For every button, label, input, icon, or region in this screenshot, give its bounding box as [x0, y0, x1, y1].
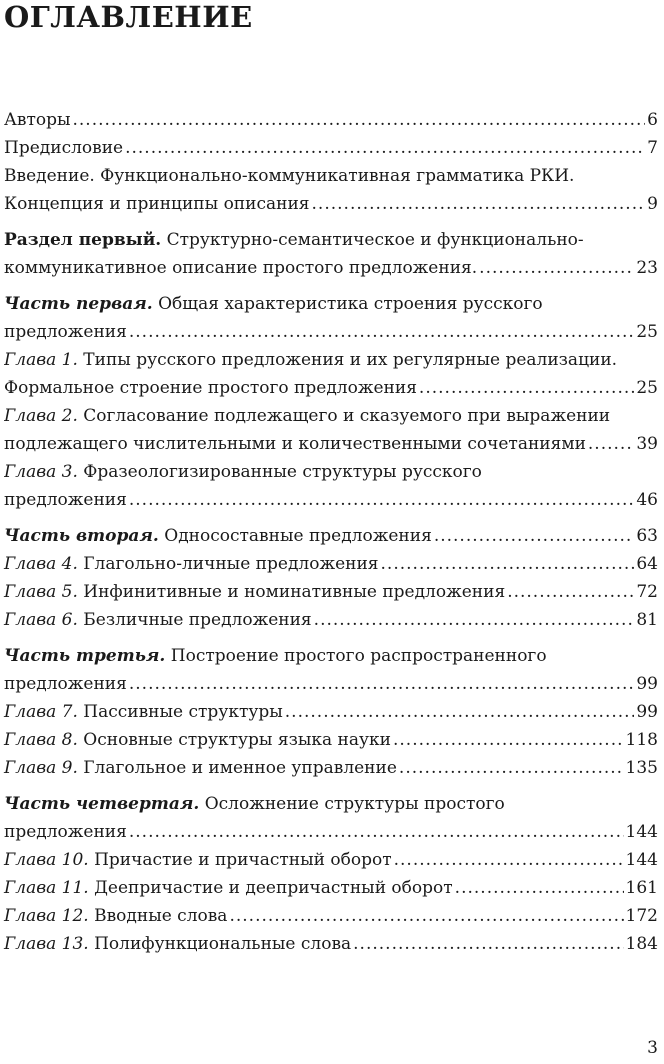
toc-entry-label: Глава 7. [4, 702, 78, 722]
toc-entry-label: Часть вторая. [4, 526, 159, 546]
toc-entry-leader-line [4, 578, 658, 606]
toc-entry-text-wrap [4, 486, 127, 514]
toc-entry-text-wrap [4, 522, 432, 550]
toc-page-number: 172 [625, 906, 658, 926]
toc-entry-first-line [4, 642, 658, 670]
toc-entry-title: Инфинитивные и номинативные предложения [77, 582, 506, 602]
toc-entry-text-wrap [4, 846, 392, 874]
toc-entry-title: Предисловие [4, 138, 124, 158]
toc-page-number: 184 [625, 934, 658, 954]
toc-entry-leader-line [4, 698, 658, 726]
toc-entry[interactable] [4, 790, 658, 846]
toc-entry-first-line [4, 402, 658, 430]
toc-entry[interactable] [4, 726, 658, 754]
toc-entry-title: предложения [4, 322, 127, 342]
toc-page-number: 72 [636, 582, 658, 602]
toc-entry-leader-line [4, 818, 658, 846]
table-of-contents [4, 106, 658, 958]
toc-entry-title: Формальное строение простого предложения [4, 378, 417, 398]
toc-entry-label: Часть третья. [4, 646, 166, 666]
toc-entry-title: Основные структуры языка науки [77, 730, 391, 750]
toc-entry-leader-line [4, 430, 658, 458]
toc-entry-leader-line [4, 134, 658, 162]
toc-entry-title-start: Осложнение структуры простого [199, 794, 505, 814]
dot-leader [588, 430, 634, 458]
dot-leader [73, 106, 646, 134]
dot-leader [507, 578, 634, 606]
toc-entry-title-start: Построение простого распространенного [165, 646, 547, 666]
toc-entry-label: Часть первая. [4, 294, 153, 314]
toc-entry-label: Глава 6. [4, 610, 78, 630]
page-number: 3 [647, 1038, 658, 1058]
dot-leader [312, 190, 646, 218]
toc-entry-label: Глава 8. [4, 730, 78, 750]
toc-entry[interactable] [4, 226, 658, 282]
toc-entry-text-wrap [4, 578, 505, 606]
toc-entry-title: предложения [4, 822, 127, 842]
toc-entry-leader-line [4, 318, 658, 346]
toc-entry-leader-line [4, 846, 658, 874]
toc-page-number: 6 [647, 110, 658, 130]
toc-entry-title: предложения [4, 490, 127, 510]
toc-entry[interactable] [4, 290, 658, 346]
toc-entry-text-wrap [4, 670, 127, 698]
toc-entry[interactable] [4, 346, 658, 402]
toc-page-number: 25 [636, 378, 658, 398]
toc-entry-title-start: Введение. Функционально-коммуникативная грамматика РКИ. [4, 166, 575, 186]
toc-entry-label: Глава 5. [4, 582, 78, 602]
toc-entry-text-wrap [4, 874, 453, 902]
toc-page-number: 144 [625, 822, 658, 842]
toc-entry-first-line [4, 458, 658, 486]
toc-entry-text-wrap [4, 698, 283, 726]
toc-entry-title: Полифункциональные слова [88, 934, 352, 954]
dot-leader [129, 318, 634, 346]
toc-entry-label: Часть четвертая. [4, 794, 200, 814]
toc-entry-title: Деепричастие и деепричастный оборот [88, 878, 453, 898]
toc-entry-title: предложения [4, 674, 127, 694]
dot-leader [399, 754, 624, 782]
toc-page-number: 23 [636, 258, 658, 278]
toc-page-number: 64 [636, 554, 658, 574]
dot-leader [285, 698, 635, 726]
toc-entry[interactable] [4, 578, 658, 606]
toc-entry[interactable] [4, 162, 658, 218]
dot-leader [479, 254, 634, 282]
toc-entry-leader-line [4, 374, 658, 402]
toc-entry-first-line [4, 226, 658, 254]
toc-entry-text-wrap [4, 754, 397, 782]
toc-entry-text-wrap [4, 726, 391, 754]
toc-entry-title: коммуникативное описание простого предложения. [4, 258, 478, 278]
toc-page-number: 63 [636, 526, 658, 546]
dot-leader [455, 874, 624, 902]
toc-entry-title: Концепция и принципы описания [4, 194, 310, 214]
toc-entry-leader-line [4, 190, 658, 218]
toc-entry-title-start: Фразеологизированные структуры русского [77, 462, 482, 482]
toc-page-number: 118 [625, 730, 658, 750]
toc-entry-leader-line [4, 606, 658, 634]
toc-entry-label: Раздел первый. [4, 230, 162, 250]
toc-entry-text-wrap [4, 254, 477, 282]
toc-page-number: 9 [647, 194, 658, 214]
dot-leader [393, 726, 624, 754]
dot-leader [353, 930, 623, 958]
toc-entry-title-start: Общая характеристика строения русского [152, 294, 543, 314]
toc-entry-leader-line [4, 930, 658, 958]
toc-entry-title: Глагольное и именное управление [77, 758, 397, 778]
toc-entry-text-wrap [4, 930, 351, 958]
toc-entry-leader-line [4, 106, 658, 134]
toc-entry[interactable] [4, 134, 658, 162]
toc-entry-leader-line [4, 874, 658, 902]
page-title: ОГЛАВЛЕНИЕ [4, 0, 253, 34]
toc-entry-text-wrap [4, 902, 227, 930]
toc-entry-text-wrap [4, 106, 71, 134]
toc-entry-text-wrap [4, 606, 312, 634]
toc-entry-title-start: Структурно-семантическое и функционально- [161, 230, 584, 250]
toc-page-number: 39 [636, 434, 658, 454]
toc-page-number: 25 [636, 322, 658, 342]
dot-leader [419, 374, 634, 402]
toc-entry-leader-line [4, 754, 658, 782]
toc-page-number: 46 [636, 490, 658, 510]
toc-entry[interactable] [4, 106, 658, 134]
toc-entry-leader-line [4, 550, 658, 578]
toc-entry-first-line [4, 790, 658, 818]
toc-page-number: 144 [625, 850, 658, 870]
toc-entry-text-wrap [4, 134, 123, 162]
toc-entry-first-line [4, 346, 658, 374]
toc-entry-leader-line [4, 902, 658, 930]
toc-entry-leader-line [4, 486, 658, 514]
toc-entry[interactable] [4, 642, 658, 698]
toc-entry-label: Глава 9. [4, 758, 78, 778]
toc-page-number: 135 [625, 758, 658, 778]
dot-leader [314, 606, 635, 634]
toc-page-number: 99 [636, 702, 658, 722]
toc-entry-title: Односоставные предложения [158, 526, 432, 546]
toc-entry-leader-line [4, 670, 658, 698]
toc-entry-label: Глава 3. [4, 462, 78, 482]
dot-leader [434, 522, 635, 550]
toc-entry[interactable] [4, 698, 658, 726]
toc-entry-leader-line [4, 254, 658, 282]
toc-entry-label: Глава 13. [4, 934, 89, 954]
dot-leader [394, 846, 624, 874]
toc-page-number: 7 [647, 138, 658, 158]
dot-leader [125, 134, 645, 162]
dot-leader [381, 550, 635, 578]
toc-entry[interactable] [4, 402, 658, 458]
dot-leader [129, 670, 634, 698]
toc-entry-text-wrap [4, 550, 379, 578]
toc-entry[interactable] [4, 754, 658, 782]
toc-entry-title: Авторы [4, 110, 71, 130]
toc-entry-text-wrap [4, 818, 127, 846]
toc-entry-title: Глагольно-личные предложения [77, 554, 379, 574]
toc-entry-leader-line [4, 522, 658, 550]
toc-entry-title: Вводные слова [88, 906, 228, 926]
toc-entry[interactable] [4, 874, 658, 902]
toc-entry-title-start: Согласование подлежащего и сказуемого при выражении [77, 406, 611, 426]
toc-page-number: 99 [636, 674, 658, 694]
toc-entry-text-wrap [4, 318, 127, 346]
toc-entry-label: Глава 10. [4, 850, 89, 870]
toc-entry-label: Глава 4. [4, 554, 78, 574]
toc-entry-title: Безличные предложения [77, 610, 312, 630]
toc-entry[interactable] [4, 458, 658, 514]
toc-entry-label: Глава 2. [4, 406, 78, 426]
toc-entry[interactable] [4, 902, 658, 930]
toc-entry-label: Глава 11. [4, 878, 89, 898]
dot-leader [129, 486, 634, 514]
toc-entry-text-wrap [4, 430, 586, 458]
toc-entry[interactable] [4, 606, 658, 634]
toc-entry-first-line [4, 290, 658, 318]
toc-entry[interactable] [4, 846, 658, 874]
toc-entry[interactable] [4, 550, 658, 578]
toc-entry-text-wrap [4, 190, 310, 218]
toc-entry[interactable] [4, 930, 658, 958]
toc-entry-label: Глава 1. [4, 350, 78, 370]
dot-leader [129, 818, 624, 846]
toc-entry-title: Причастие и причастный оборот [88, 850, 392, 870]
toc-page-number: 81 [636, 610, 658, 630]
toc-entry-label: Глава 12. [4, 906, 89, 926]
toc-entry-first-line [4, 162, 658, 190]
toc-entry[interactable] [4, 522, 658, 550]
toc-page-number: 161 [625, 878, 658, 898]
dot-leader [229, 902, 623, 930]
toc-entry-title: Пассивные структуры [77, 702, 283, 722]
toc-entry-leader-line [4, 726, 658, 754]
toc-entry-text-wrap [4, 374, 417, 402]
toc-entry-title-start: Типы русского предложения и их регулярные реализации. [77, 350, 618, 370]
toc-entry-title: подлежащего числительными и количественными сочетаниями [4, 434, 586, 454]
